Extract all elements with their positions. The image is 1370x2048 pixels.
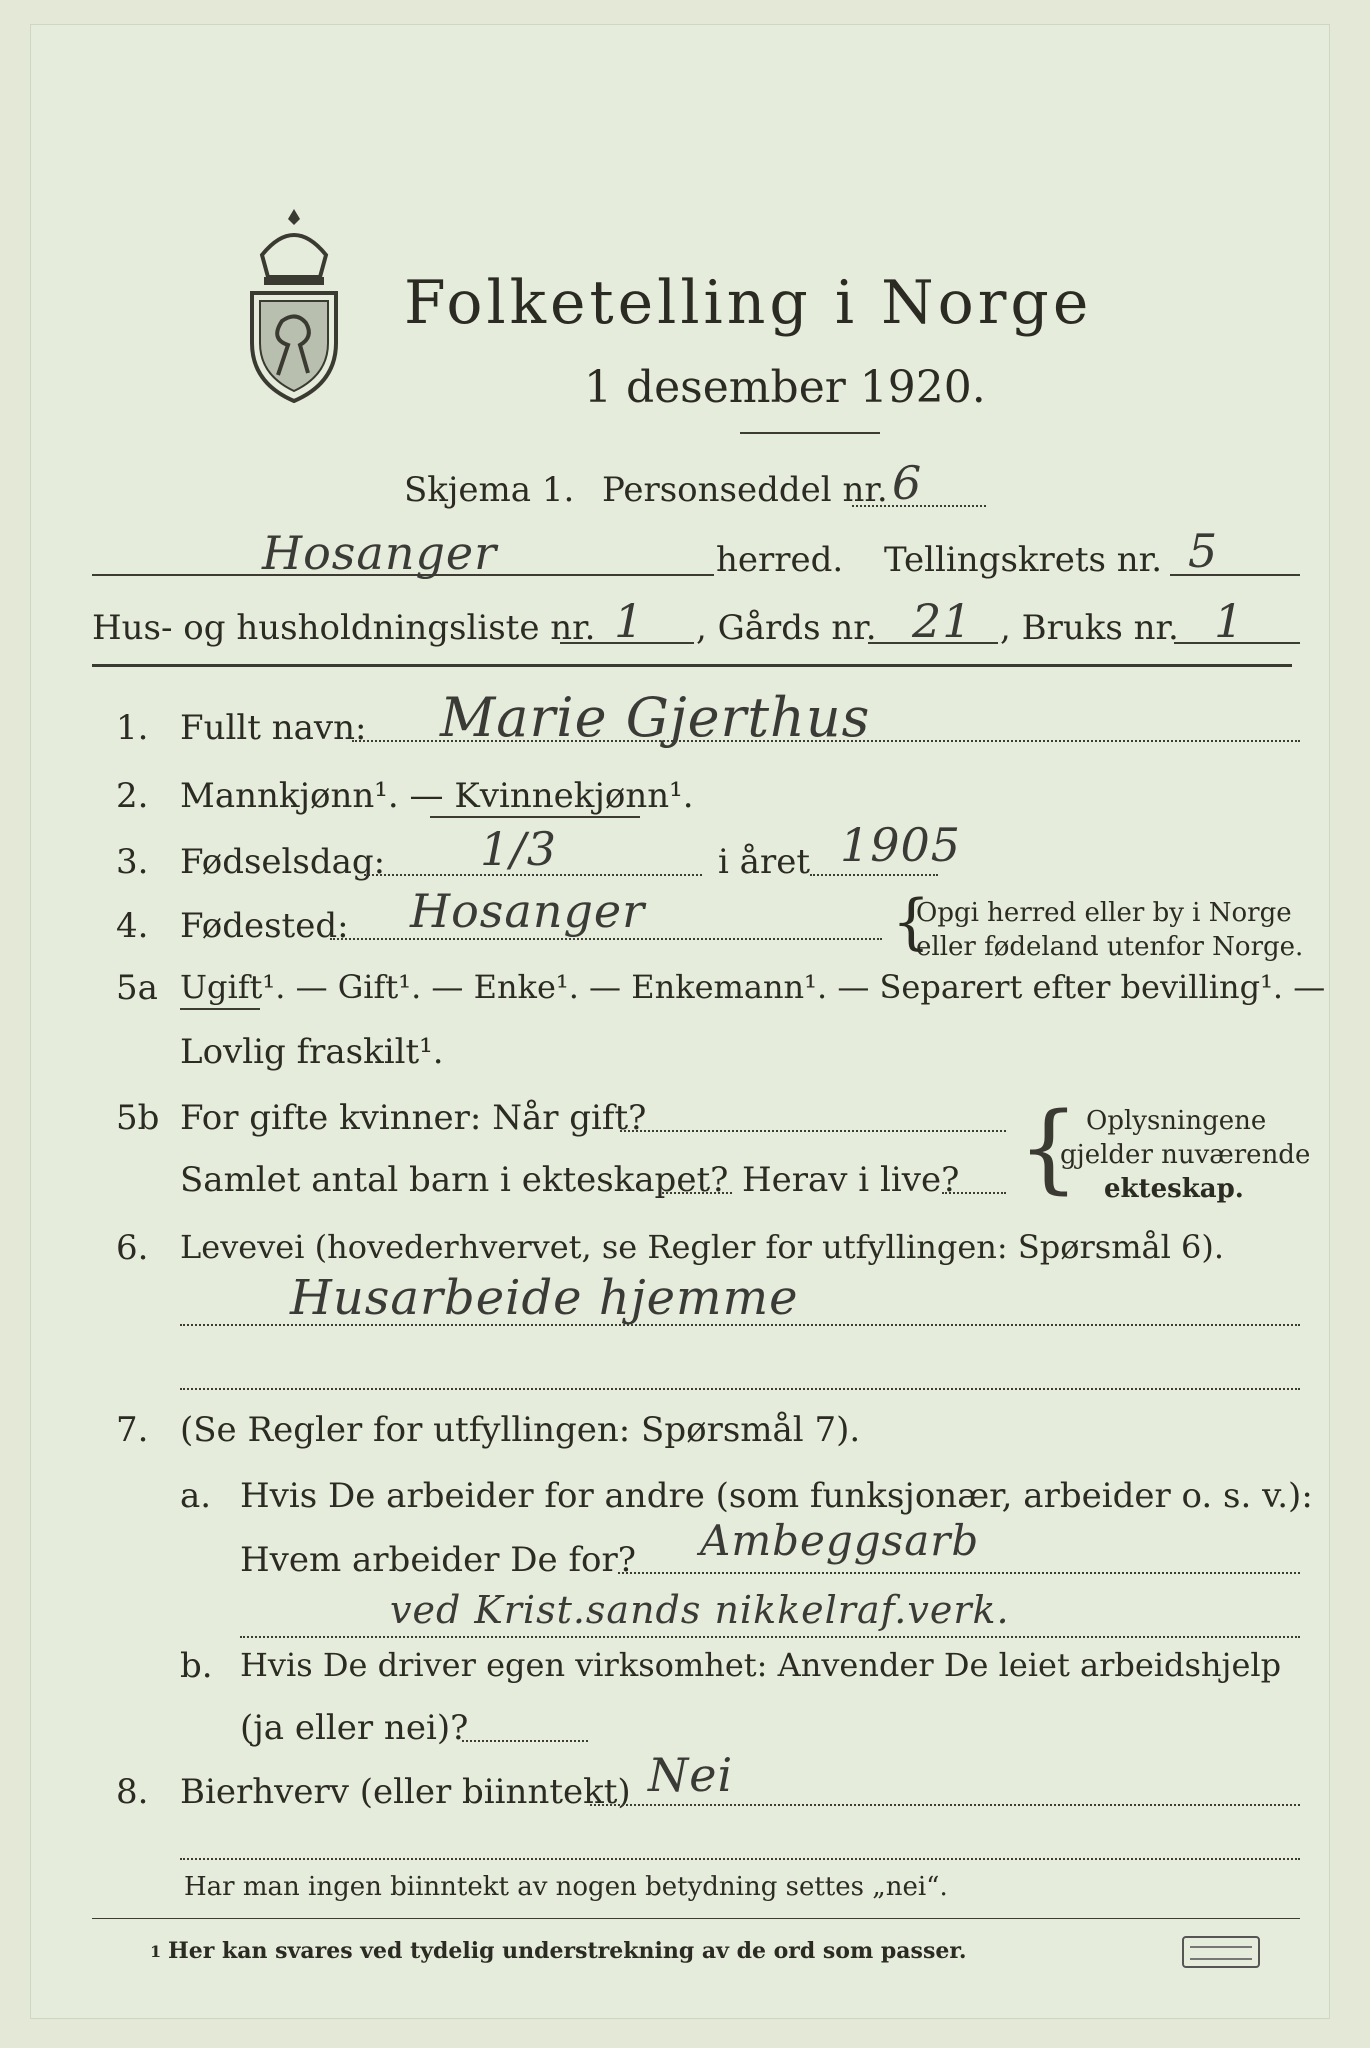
q7a-value2: ved Krist.sands nikkelraf.verk. bbox=[390, 1588, 1010, 1632]
q5a-number: 5a bbox=[116, 968, 158, 1008]
census-date: 1 desember 1920. bbox=[584, 362, 986, 413]
q5b-note1: Oplysningene bbox=[1086, 1106, 1267, 1136]
footnote-rule bbox=[92, 1918, 1300, 1919]
bruks-value: 1 bbox=[1214, 594, 1245, 648]
q4-label: Fødested: bbox=[180, 906, 349, 946]
coat-of-arms-icon bbox=[238, 205, 350, 405]
footnote-text: Her kan svares ved tydelig understrekning av de ord som passer. bbox=[168, 1938, 967, 1964]
q1-number: 1. bbox=[116, 708, 149, 748]
q5a-line2: Lovlig fraskilt¹. bbox=[180, 1032, 444, 1072]
printer-stamp bbox=[1182, 1936, 1260, 1968]
q3-year-line bbox=[810, 874, 938, 876]
q3-value: 1/3 bbox=[480, 822, 558, 876]
husliste-label: Hus- og husholdningsliste nr. bbox=[92, 608, 596, 648]
title-underline bbox=[740, 432, 880, 434]
q8-label: Bierhverv (eller biinntekt) bbox=[180, 1772, 631, 1812]
tellingskrets-value: 5 bbox=[1188, 524, 1219, 578]
q7b-line2: (ja eller nei)? bbox=[240, 1708, 469, 1748]
q3-year-value: 1905 bbox=[840, 818, 962, 872]
q7a-line2: Hvem arbeider De for? bbox=[240, 1540, 636, 1580]
q3-year-label: i året bbox=[718, 842, 810, 882]
q7-number: 7. bbox=[116, 1410, 149, 1450]
q7a-letter: a. bbox=[180, 1476, 212, 1516]
q5b-line2a: Samlet antal barn i ekteskapet? bbox=[180, 1160, 729, 1200]
q4-line bbox=[330, 938, 882, 940]
q8-number: 8. bbox=[116, 1772, 149, 1812]
q2-underline-kvinnekjonn bbox=[430, 816, 640, 818]
q6-line2 bbox=[180, 1388, 1300, 1390]
q6-number: 6. bbox=[116, 1228, 149, 1268]
q4-number: 4. bbox=[116, 906, 149, 946]
q7a-line-field2 bbox=[240, 1636, 1300, 1638]
personseddel-label: Personseddel nr. bbox=[602, 470, 888, 510]
q5a-line1: Ugift¹. — Gift¹. — Enke¹. — Enkemann¹. — Separert efter bevilling¹. — bbox=[180, 968, 1326, 1006]
personseddel-value: 6 bbox=[892, 456, 923, 510]
q2-number: 2. bbox=[116, 776, 149, 816]
q7a-line-field1 bbox=[618, 1572, 1300, 1574]
q7b-line-field bbox=[462, 1740, 588, 1742]
q4-brace: { bbox=[892, 887, 931, 957]
q8-line1 bbox=[590, 1804, 1300, 1806]
husliste-value: 1 bbox=[614, 594, 645, 648]
form-title: Folketelling i Norge bbox=[404, 268, 1093, 338]
q4-note-line2: eller fødeland utenfor Norge. bbox=[916, 932, 1304, 962]
section-divider bbox=[92, 664, 1292, 667]
q5b-barn-line bbox=[662, 1192, 732, 1194]
gards-label: , Gårds nr. bbox=[696, 608, 877, 648]
q8-line2 bbox=[180, 1858, 1300, 1860]
q5b-number: 5b bbox=[116, 1098, 160, 1138]
q4-value: Hosanger bbox=[410, 884, 646, 938]
q5b-note3: ekteskap. bbox=[1104, 1174, 1244, 1204]
herred-value: Hosanger bbox=[262, 526, 498, 580]
footnote-mark: 1 bbox=[150, 1942, 162, 1961]
q5b-gift-line bbox=[620, 1130, 1006, 1132]
q4-note-line1: Opgi herred eller by i Norge bbox=[916, 898, 1292, 928]
q7a-line1: Hvis De arbeider for andre (som funksjonær, arbeider o. s. v.): bbox=[240, 1476, 1313, 1516]
q5a-underline-ugift bbox=[180, 1008, 260, 1010]
q3-number: 3. bbox=[116, 842, 149, 882]
gards-value: 21 bbox=[912, 594, 973, 648]
q7b-letter: b. bbox=[180, 1646, 213, 1686]
q5b-live-line bbox=[942, 1192, 1006, 1194]
q7a-value1: Ambeggsarb bbox=[700, 1516, 980, 1565]
q5b-note2: gjelder nuværende bbox=[1060, 1140, 1311, 1170]
q6-label: Levevei (hovederhvervet, se Regler for utfyllingen: Spørsmål 6). bbox=[180, 1228, 1225, 1266]
tellingskrets-label: Tellingskrets nr. bbox=[884, 540, 1163, 580]
q7-label: (Se Regler for utfyllingen: Spørsmål 7). bbox=[180, 1410, 861, 1450]
q1-value: Marie Gjerthus bbox=[440, 686, 871, 749]
q5b-line2b: Herav i live? bbox=[742, 1160, 960, 1200]
q3-label: Fødselsdag: bbox=[180, 842, 386, 882]
biinntekt-note: Har man ingen biinntekt av nogen betydning settes „nei“. bbox=[184, 1872, 948, 1902]
q7b-line1: Hvis De driver egen virksomhet: Anvender De leiet arbeidshjelp bbox=[240, 1646, 1282, 1684]
q6-value: Husarbeide hjemme bbox=[290, 1270, 799, 1326]
q5b-brace: { bbox=[1018, 1092, 1080, 1204]
bruks-label: , Bruks nr. bbox=[1000, 608, 1179, 648]
q8-value: Nei bbox=[648, 1748, 734, 1802]
herred-label: herred. bbox=[716, 540, 844, 580]
schema-label: Skjema 1. bbox=[404, 470, 575, 510]
q5b-line1: For gifte kvinner: Når gift? bbox=[180, 1098, 647, 1138]
q1-label: Fullt navn: bbox=[180, 708, 367, 748]
q2-label: Mannkjønn¹. — Kvinnekjønn¹. bbox=[180, 776, 694, 816]
